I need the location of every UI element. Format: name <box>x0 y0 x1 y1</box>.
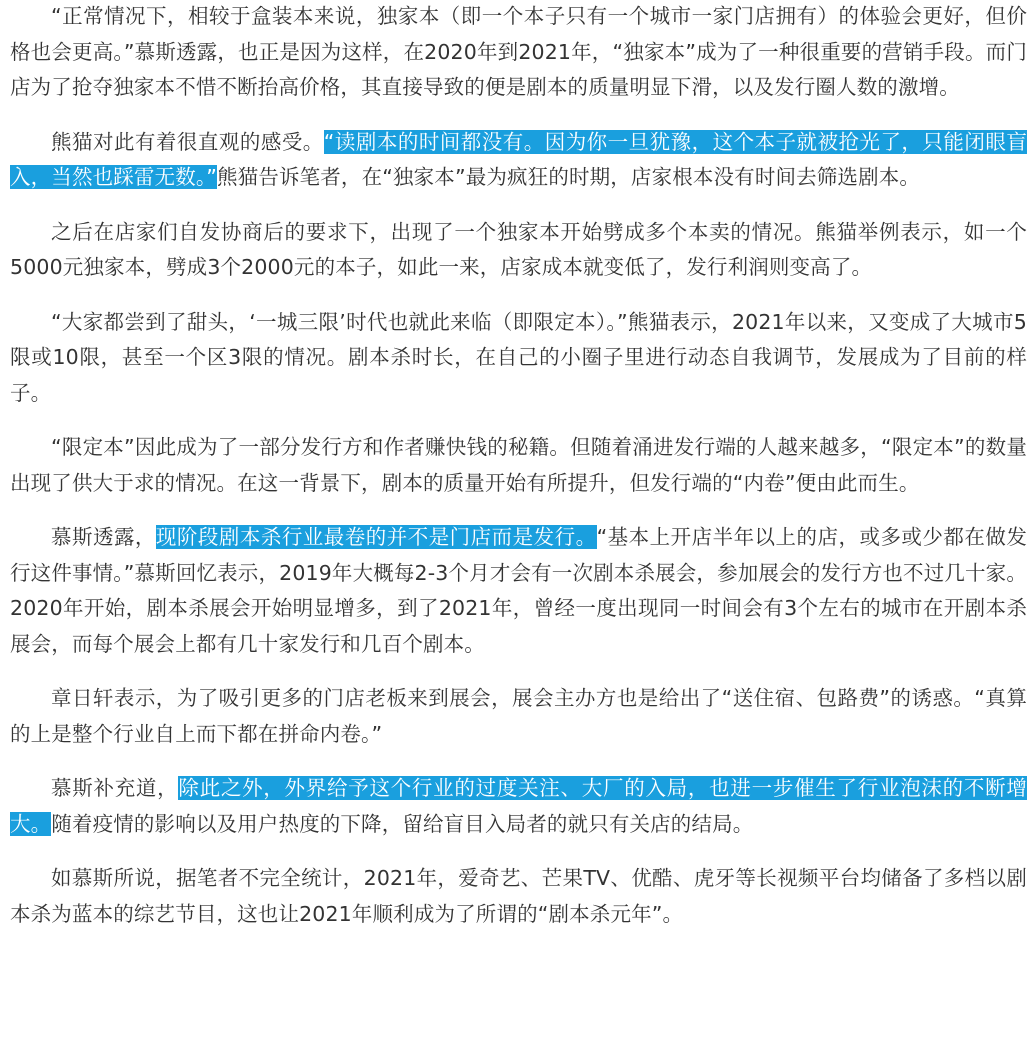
highlighted-quote: 现阶段剧本杀行业最卷的并不是门店而是发行。 <box>155 525 597 549</box>
paragraph-text: 慕斯透露， <box>51 525 156 549</box>
paragraph-text: 熊猫对此有着很直观的感受。 <box>51 129 324 154</box>
paragraph-text: “大家都尝到了甜头，‘一城三限’时代也就此来临（即限定本）。”熊猫表示，2021年以来，又变成了大城市5限或10限，甚至一个区3限的情况。剧本杀时长，在自己的小圈子里进行动态自我调节，发展成为了目前的样子。 <box>10 309 1027 405</box>
paragraph <box>10 771 1027 842</box>
paragraph-text: “基本上开店半年以上的店，或多或少都在做发行这件事情。”慕斯回忆表示，2019年大概每2-3个月才会有一次剧本杀展会，参加展会的发行方也不过几十家。2020年开始，剧本杀展会开始明显增多，到了2021年，曾经一度出现同一时间会有3个左右的城市在开剧本杀展会，而每个展会上都有几十家发行和几百个剧本。 <box>10 525 1027 656</box>
paragraph-text: 熊猫告诉笔者，在“独家本”最为疯狂的时期，店家根本没有时间去筛选剧本。 <box>217 165 921 189</box>
paragraph-text: 随着疫情的影响以及用户热度的下降，留给盲目入局者的就只有关店的结局。 <box>51 811 754 836</box>
paragraph <box>10 215 1027 286</box>
paragraph-text: “正常情况下，相较于盒装本来说，独家本（即一个本子只有一个城市一家门店拥有）的体验会更好，但价格也会更高。”慕斯透露，也正是因为这样，在2020年到2021年，“独家本”成为了一种很重要的营销手段。而门店为了抢夺独家本不惜不断抬高价格，其直接导致的便是剧本的质量明显下滑，以及发行圈人数的激增。 <box>10 4 1027 99</box>
paragraph <box>10 430 1027 501</box>
paragraph <box>10 0 1027 106</box>
highlighted-quote: “读剧本的时间都没有。因为你一旦犹豫，这个本子就被抢光了，只能闭眼盲入，当然也踩雷无数。” <box>10 129 1027 189</box>
paragraph <box>10 861 1027 932</box>
paragraph <box>10 305 1027 412</box>
paragraph <box>10 520 1027 662</box>
paragraph-text: 如慕斯所说，据笔者不完全统计，2021年，爱奇艺、芒果TV、优酷、虎牙等长视频平台均储备了多档以剧本杀为蓝本的综艺节目，这也让2021年顺利成为了所谓的“剧本杀元年”。 <box>10 866 1027 926</box>
paragraph <box>10 125 1027 196</box>
paragraph-text: 之后在店家们自发协商后的要求下，出现了一个独家本开始劈成多个本卖的情况。熊猫举例表示，如一个5000元独家本，劈成3个2000元的本子，如此一来，店家成本就变低了，发行利润则变高了。 <box>10 219 1027 279</box>
paragraph-text: 章日轩表示，为了吸引更多的门店老板来到展会，展会主办方也是给出了“送住宿、包路费”的诱惑。“真算的上是整个行业自上而下都在拼命内卷。” <box>10 686 1027 746</box>
paragraph-text: 慕斯补充道， <box>51 776 179 800</box>
highlighted-quote: 除此之外，外界给予这个行业的过度关注、大厂的入局，也进一步催生了行业泡沫的不断增大。 <box>10 776 1028 836</box>
paragraph-text: “限定本”因此成为了一部分发行方和作者赚快钱的秘籍。但随着涌进发行端的人越来越多，“限定本”的数量出现了供大于求的情况。在这一背景下，剧本的质量开始有所提升，但发行端的“内卷”便由此而生。 <box>10 435 1027 495</box>
paragraph <box>10 681 1027 752</box>
